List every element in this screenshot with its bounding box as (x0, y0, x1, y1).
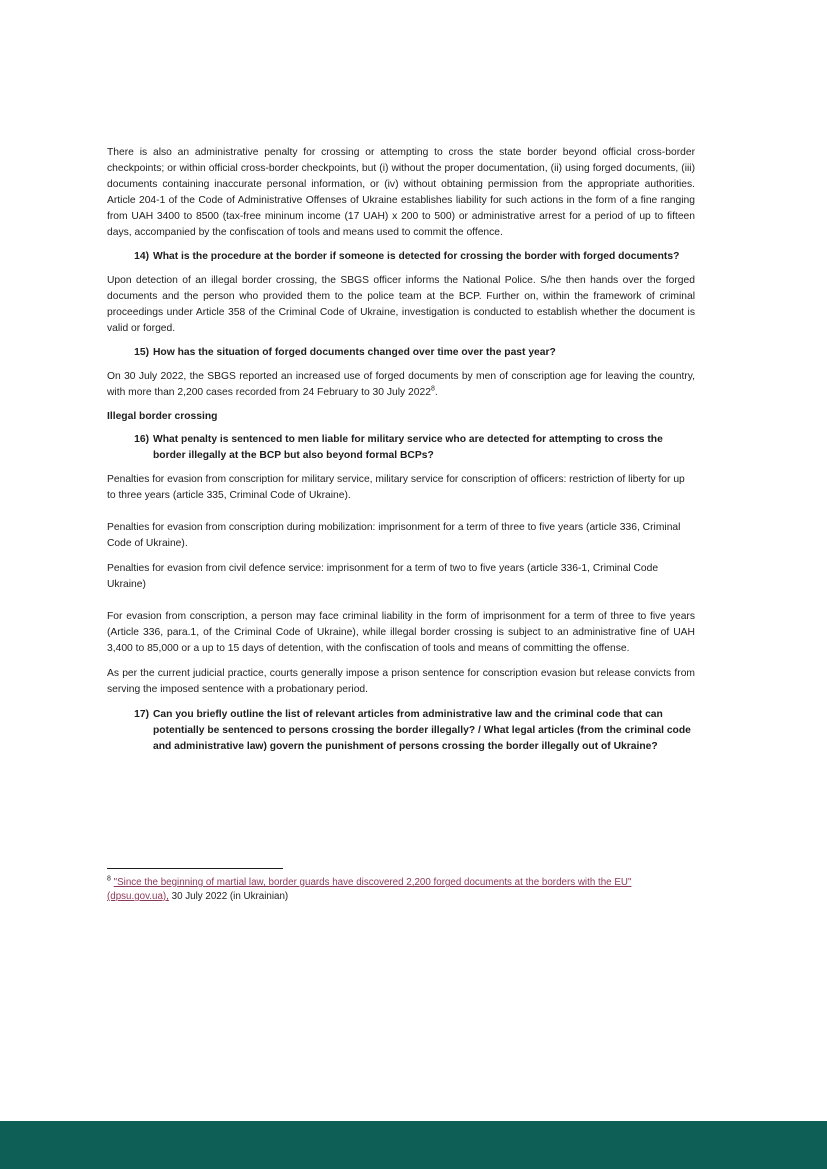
question-text: Can you briefly outline the list of relevant articles from administrative law and the criminal code that can potentially be sentenced to persons crossing the border illegally? / What legal articles (from the criminal code and administrative law) govern the punishment of persons crossing the border illegally out of Ukraine? (153, 709, 691, 752)
question-14 (107, 249, 695, 265)
question-16 (107, 432, 695, 464)
section-heading: Illegal border crossing (107, 411, 218, 422)
footnote-number: 8 (107, 875, 111, 883)
question-17 (107, 707, 695, 755)
footnote-link[interactable]: "Since the beginning of martial law, border guards have discovered 2,200 forged documents at the borders with the EU" (dpsu.gov.ua), (107, 877, 632, 902)
question-number: 15) (134, 347, 149, 358)
penalty-paragraph-335: Penalties for evasion from conscription for military service, military service for conscription of officers: restriction of liberty for up to three years (article 335, Criminal Code of Ukraine). (107, 474, 685, 501)
intro-paragraph: There is also an administrative penalty for crossing or attempting to cross the state border beyond official cross-border checkpoints; or within official cross-border checkpoints, but (i) without the proper documentation, (ii) using forged documents, (iii) documents containing inaccurate personal information, or (iv) without obtaining permission from the appropriate authorities. Article 204-1 of the Code of Administrative Offenses of Ukraine establishes liability for such actions in the form of a fine ranging from UAH 3400 to 8500 (tax-free mininum income (17 UAH) x 200 to 500) or administrative arrest for a period of up to fifteen days, accompanied by the confiscation of tools and means used to commit the offence. (107, 147, 695, 238)
penalty-paragraph-336: Penalties for evasion from conscription during mobilization: imprisonment for a term of three to five years (article 336, Criminal Code of Ukraine). (107, 522, 681, 549)
footer-band (0, 1121, 827, 1169)
answer-15-text: On 30 July 2022, the SBGS reported an increased use of forged documents by men of conscription age for leaving the country, with more than 2,200 cases recorded from 24 February to 30 July 2022 (107, 371, 695, 398)
penalty-paragraph-336-1: Penalties for evasion from civil defence service: imprisonment for a term of two to five years (article 336-1, Criminal Code Ukraine) (107, 563, 659, 590)
answer-15-end: . (434, 387, 438, 398)
question-15 (107, 345, 695, 361)
question-number: 14) (134, 251, 149, 262)
footnote (107, 876, 695, 904)
question-text: What penalty is sentenced to men liable for military service who are detected for attempting to cross the border illegally at the BCP but also beyond formal BCPs? (153, 434, 663, 461)
footnote-rest: 30 July 2022 (in Ukrainian) (168, 891, 289, 902)
answer-15-paragraph (107, 369, 695, 401)
question-text: How has the situation of forged documents changed over time over the past year? (153, 347, 556, 358)
footnote-reference[interactable]: 8 (430, 385, 435, 393)
footnote-separator (107, 868, 283, 869)
document-body (107, 145, 695, 755)
answer-14-paragraph: Upon detection of an illegal border crossing, the SBGS officer informs the National Police. S/he then hands over the forged documents and the person who provided them to the police team at the BCP. Further on, within the framework of criminal proceedings under Article 358 of the Criminal Code of Ukraine, investigation is conducted to establish whether the document is valid or forged. (107, 275, 695, 334)
judicial-practice-paragraph: As per the current judicial practice, courts generally impose a prison sentence for conscription evasion but release convicts from serving the imposed sentence with a probationary period. (107, 668, 695, 695)
question-text: What is the procedure at the border if someone is detected for crossing the border with forged documents? (153, 251, 680, 262)
question-number: 16) (134, 434, 149, 445)
evasion-paragraph: For evasion from conscription, a person may face criminal liability in the form of imprisonment for a term of three to five years (Article 336, para.1, of the Criminal Code of Ukraine), while illegal border crossing is subject to an administrative fine of UAH 3,400 to 85,000 or a up to 15 days of detention, with the confiscation of tools and means of committing the offense. (107, 611, 695, 654)
question-number: 17) (134, 709, 149, 720)
